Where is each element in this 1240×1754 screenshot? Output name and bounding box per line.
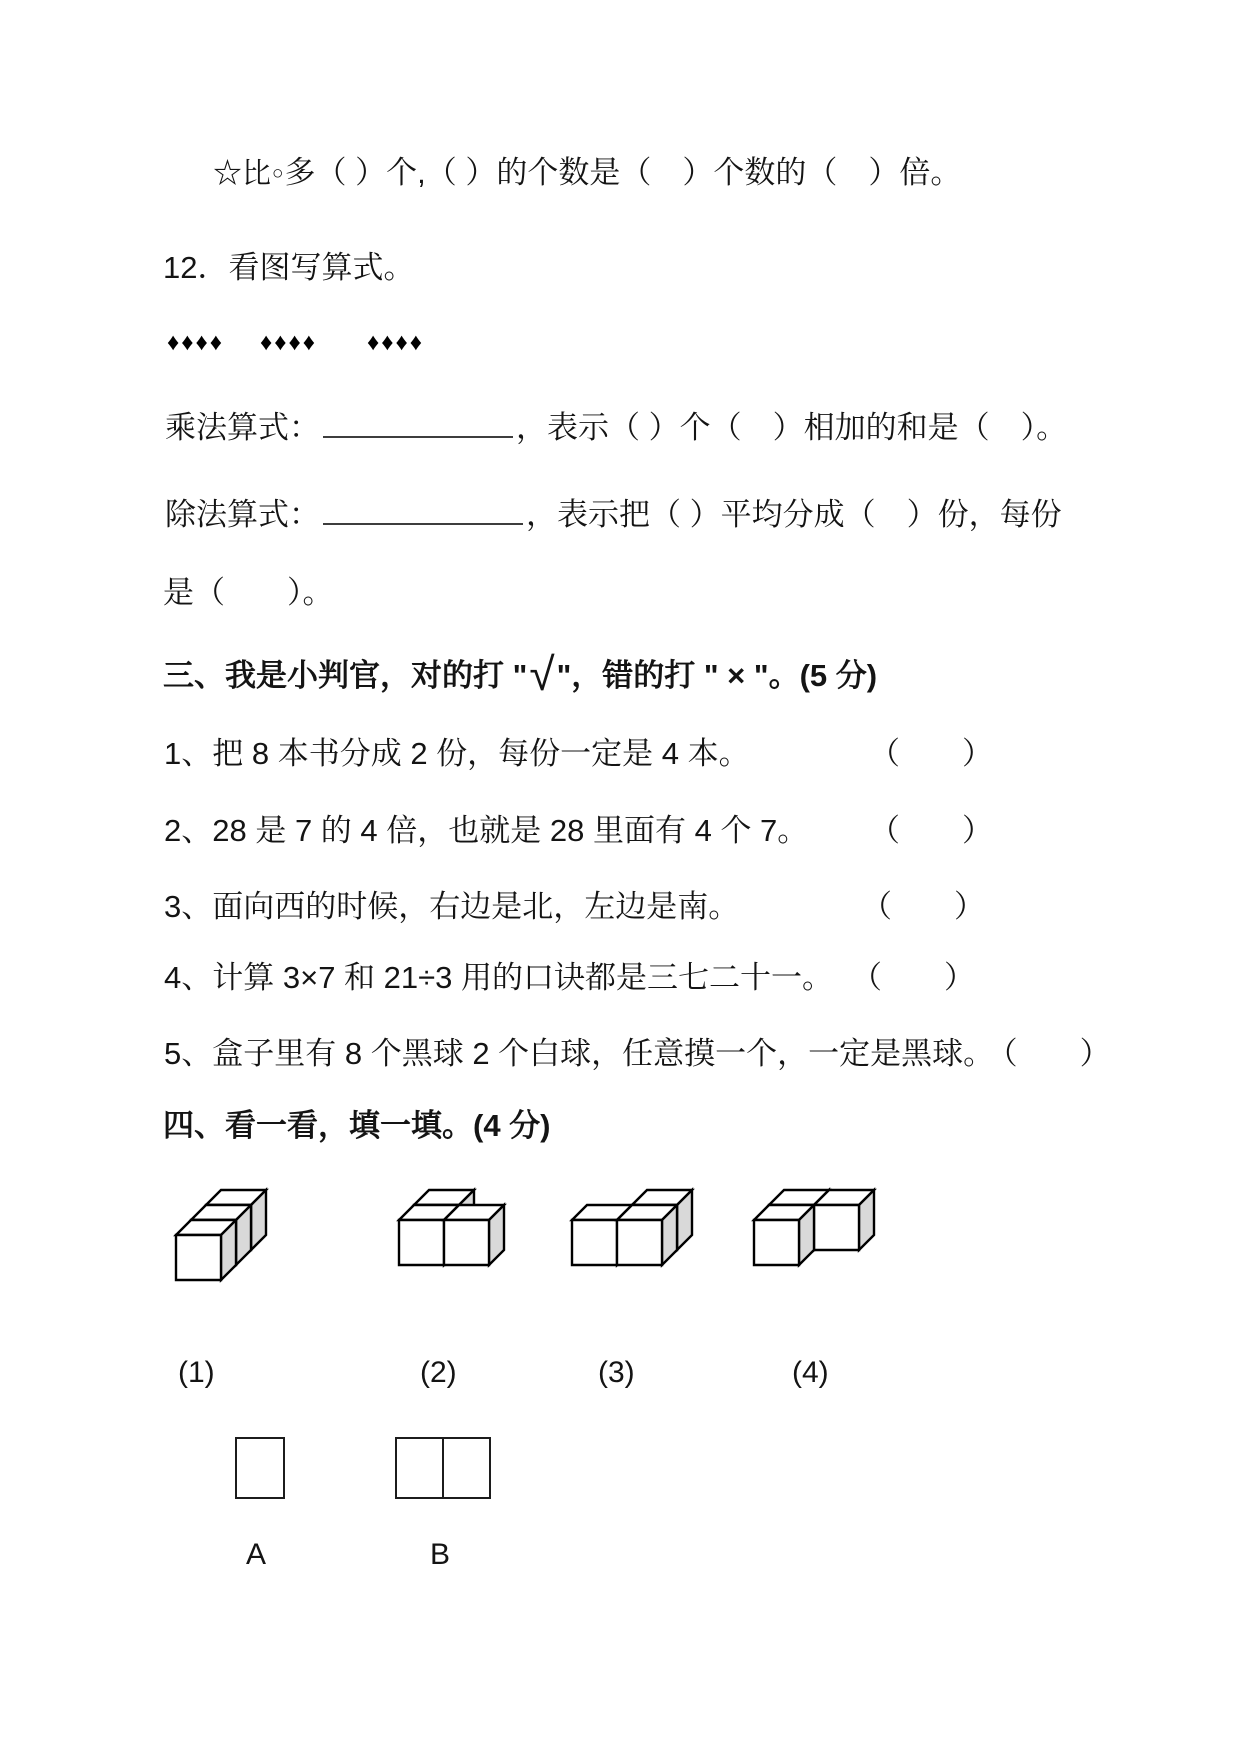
question11-star-line: [213, 152, 961, 199]
section3-score: (5 分): [799, 658, 878, 693]
judge-item-3-text: 3、面向西的时候，右边是北，左边是南。: [164, 889, 740, 924]
section4-heading: 四、看一看，填一填。(4 分): [163, 1108, 551, 1143]
division-label: 除法算式：: [165, 497, 320, 532]
judge-item-4-answer-parentheses[interactable]: （ ）: [851, 960, 975, 995]
figure-label-4: (4): [792, 1356, 829, 1389]
multiplication-rest: ，表示（ ）个（ ）相加的和是（ ）。: [516, 410, 1068, 445]
multiplication-label: 乘法算式：: [165, 410, 320, 445]
view-cell: [397, 1439, 442, 1497]
circle-icon: ○: [272, 163, 284, 184]
view-label-a: A: [246, 1538, 267, 1571]
judge-item-5-text: 5、盒子里有 8 个黑球 2 个白球，任意摸一个，一定是黑球。: [164, 1036, 995, 1071]
diamond-group-2: ♦♦♦♦: [259, 329, 317, 356]
division-line: [165, 493, 1062, 536]
division-tail-line: 是（ ）。: [163, 575, 334, 610]
judge-item-4: [164, 957, 1094, 999]
question11-text: 多（ ）个,（ ）的个数是（ ）个数的（ ）倍。: [284, 155, 962, 190]
view-shape-b: [395, 1437, 491, 1499]
figure-label-3: (3): [598, 1356, 635, 1389]
judge-item-1-answer-parentheses[interactable]: （ ）: [869, 736, 993, 771]
check-mark-icon: √: [529, 648, 555, 700]
cube-figure-3: [568, 1186, 696, 1269]
view-cell: [442, 1439, 489, 1497]
division-blank[interactable]: [323, 493, 523, 525]
section3-title-pre: 三、我是小判官，对的打 ": [163, 658, 528, 693]
judge-item-4-text: 4、计算 3×7 和 21÷3 用的口诀都是三七二十一。: [164, 960, 834, 995]
star-icon: ☆比: [213, 158, 272, 190]
judge-item-5-answer-parentheses[interactable]: （ ）: [1002, 1036, 1111, 1071]
judge-item-5: [164, 1033, 1111, 1075]
cube-figure-2: [395, 1186, 523, 1269]
question12-title: 12．看图写算式。: [163, 250, 415, 285]
figure-label-2: (2): [420, 1356, 457, 1389]
judge-item-2-text: 2、28 是 7 的 4 倍，也就是 28 里面有 4 个 7。: [164, 813, 809, 848]
judge-item-2-answer-parentheses[interactable]: （ ）: [869, 813, 993, 848]
cube-figure-1: [172, 1186, 270, 1284]
multiplication-blank[interactable]: [323, 406, 513, 438]
judge-item-3-answer-parentheses[interactable]: （ ）: [861, 889, 985, 924]
multiplication-line: [165, 406, 1067, 449]
view-cell: [237, 1439, 283, 1497]
judge-item-1-text: 1、把 8 本书分成 2 份，每份一定是 4 本。: [164, 736, 750, 771]
diamond-group-3: ♦♦♦♦: [366, 329, 424, 356]
view-label-b: B: [430, 1538, 451, 1571]
diamond-group-1: ♦♦♦♦: [167, 329, 224, 356]
section3-heading: [163, 648, 878, 700]
diamond-picture: [167, 322, 424, 364]
section3-title-mid: "，错的打 " × "。: [556, 658, 800, 693]
division-rest: ，表示把（ ）平均分成（ ）份，每份: [526, 497, 1062, 532]
figure-label-1: (1): [178, 1356, 215, 1389]
cube-figure-4: [750, 1186, 878, 1269]
judge-item-3: [164, 886, 1094, 928]
judge-item-1: [164, 733, 1094, 775]
judge-item-2: [164, 810, 1094, 852]
view-shape-a: [235, 1437, 285, 1499]
